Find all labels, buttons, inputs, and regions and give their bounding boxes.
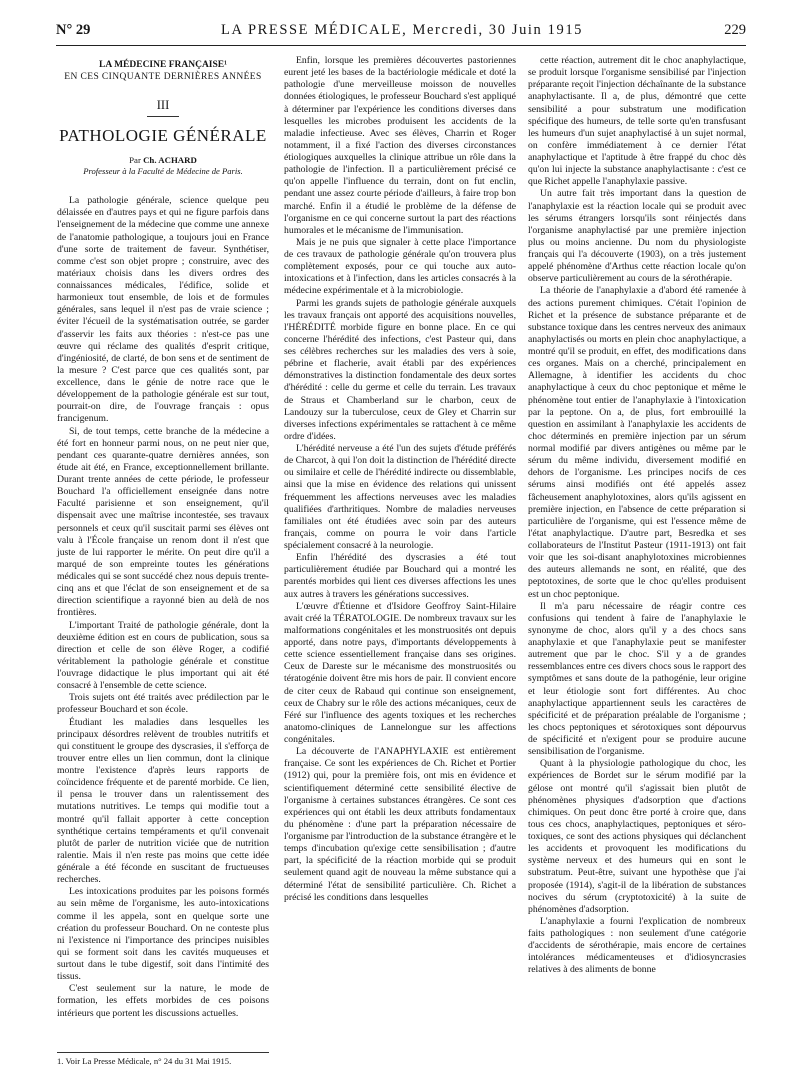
- paragraph: Trois sujets ont été traités avec prédilection par le professeur Bouchard et son école.: [57, 692, 269, 716]
- journal-title: LA PRESSE MÉDICALE, Mercredi, 30 Juin 1915: [221, 22, 584, 38]
- paragraph: La théorie de l'anaphylaxie a d'abord été ramenée à des actions purement chimiques. C'était l'opinion de Richet et la présence de substance préparante et de substance toxique dans les centres nerveux des animaux anaphylactisés ou morts en plein choc anaphylactique, a montré qu'il se produit, en effet, des modifications dans ces organes. Mais on a cherché, principalement en Allemagne, à identifier les accidents du choc anaphylactique à ceux du choc peptonique et même le phénomène tout entier de l'anaphylaxie à l'intoxication par la peptone. On a, de plus, fort embrouillé la question en assimilant à l'anaphylaxie les accidents de choc déterminés en première injection par un sérum normal modifié par divers antigènes ou même par le sérum du même individu, diversement modifié en dehors de l'organisme. Les principes nocifs de ces sérums ainsi modifiés ont été appelés assez fâcheusement anaphylotoxines, alors qu'ils agissent en première injection, en l'absence de cette préparation si particulière de l'organisme, qui est l'essence même de l'état anaphylactique. D'autre part, Besredka et ses collaborateurs de l'Institut Pasteur (1911-1913) ont fait voir que les soi-disant anaphylotoxines microbiennes des auteurs allemands ne sont, en réalité, que des peptotoxines, de sorte que le choc qu'elles produisent est un choc peptonique.: [528, 285, 746, 600]
- column-2: [284, 55, 516, 904]
- paragraph: Parmi les grands sujets de pathologie générale auxquels les travaux français ont apporté des acquisitions nouvelles, l'HÉRÉDITÉ morbide figure en bonne place. En ce qui concerne l'hérédité des infections, c'est Pasteur qui, dans ses célèbres recherches sur les maladies des vers à soie, pébrine et flacherie, avait établi par des expériences démonstratives la distinction fondamentale des deux sortes d'hérédité : celle du germe et celle du terrain. Les travaux de Straus et Chamberland sur le charbon, ceux de Landouzy sur la tuberculose, ceux de Gley et Charrin sur diverses infections expérimentales se rattachent à ce même ordre d'idées.: [284, 297, 516, 442]
- paragraph: L'important Traité de pathologie générale, dont la deuxième édition est en cours de publication, sous sa direction et celle de son élève Roger, a codifié véritablement la pathologie générale et constitue l'ouvrage didactique le plus important qui ait été consacré à l'ensemble de cette science.: [57, 619, 269, 692]
- page-number: 229: [724, 22, 746, 38]
- article-title: PATHOLOGIE GÉNÉRALE: [59, 126, 267, 146]
- paragraph: La pathologie générale, science quelque peu délaissée en d'autres pays et qui ne figure parfois dans l'enseignement de la médecine que comme une annexe de l'anatomie pathologique, a toujours joui en France d'une sorte de traitement de faveur. Synthétiser, comme c'est son objet propre ; construire, avec des matériaux choisis dans les divers ordres des connaissances médicales, l'édifice, solide et harmonieux tout ensemble, de lois et de formules générales, sans lequel il n'est pas de vraie science ; éviter l'écueil de la systématisation outrée, se garder d'asservir les faits aux théories : n'est-ce pas une œuvre qui réclame des qualités d'esprit critique, d'ingéniosité, de clarté, de bon sens et de sentiment de la mesure ? C'est parce que ces qualités sont, par excellence, dans le génie de notre race que le développement de la pathologie générale est sur tout, pourrait-on dire, de l'ouvrage français : opus francigenum.: [57, 195, 269, 425]
- paragraph: L'anaphylaxie a fourni l'explication de nombreux faits pathologiques : non seulement d'une catégorie d'accidents de sérothérapie, mais encore de certaines intolérances médicamenteuses et d'idiosyncrasies relatives à des aliments de bonne: [528, 915, 746, 976]
- paragraph: L'œuvre d'Étienne et d'Isidore Geoffroy Saint-Hilaire avait créé la TÉRATOLOGIE. De nombreux travaux sur les malformations congénitales et les monstruosités ont depuis apporté, dans notre pays, d'importants développements à cette science essentiellement française dans ses origines. Ceux de Dareste sur le mécanisme des monstruosités ou tératogénie doivent être mis hors de pair. Il convient encore de citer ceux de Rabaud qui continue son enseignement, ceux de Chabry sur le rôle des actions mécaniques, ceux de Féré sur l'influence des agents toxiques et les recherches anatomo-cliniques de Lannelongue sur les affections congénitales.: [284, 600, 516, 745]
- paragraph: C'est seulement sur la nature, le mode de formation, les effets morbides de ces poisons intérieurs que portent les discussions actuelles.: [57, 983, 269, 1019]
- paragraph: Étudiant les maladies dans lesquelles les principaux désordres relèvent de troubles nutritifs et qui constituent le groupe des dyscrasies, il s'efforça de trouver entre elles un lien commun, dont la clinique montre l'existence d'après leurs rapports de coïncidence fréquente et de parenté morbide. Ce lien, il pensa le trouver dans un ralentissement des mutations nutritives. Le temps qui modifie tout a montré qu'il fallait apporter à cette conception synthétique certains tempéraments et qu'il convenait plutôt de parler de nutrition viciée que de nutrition ralentie. Mais il n'en reste pas moins que cette idée générale a été féconde en suscitant de fructueuses recherches.: [57, 716, 269, 886]
- author-name: Ch. ACHARD: [143, 155, 197, 166]
- paragraph: Enfin l'hérédité des dyscrasies a été tout particulièrement étudiée par Bouchard qui a montré les parentés morbides qui lient ces diverses affections les unes aux autres à travers les générations successives.: [284, 552, 516, 600]
- paragraph: Les intoxications produites par les poisons formés au sein même de l'organisme, les auto-intoxications comme il les appela, sont en quelque sorte une création du professeur Bouchard. On ne conteste plus ni l'existence ni l'importance des principes nuisibles qui se forment soit dans les cavités muqueuses et surtout dans le tube digestif, soit dans l'intimité des tissus.: [57, 886, 269, 983]
- header-rule: [56, 45, 746, 46]
- column-3: [528, 55, 746, 977]
- column-1: [57, 55, 269, 1020]
- paragraph: Enfin, lorsque les premières découvertes pastoriennes eurent jeté les bases de la bactériologie médicale et doté la pathologie d'une merveilleuse moisson de nouvelles données étiologiques, le professeur Bouchard s'est appliqué à déterminer par l'expérience les conditions diverses dans lesquelles les microbes produisent les accidents de la maladie infectieuse. Avec ses élèves, Charrin et Roger notamment, il a fixé l'action des diverses circonstances étiologiques auxquelles la clinique attribue un rôle dans la pathologie de l'infection. Il a particulièrement précisé ce qu'on appelle l'influence du terrain, dont on fut enclin, pendant une assez courte période d'ailleurs, à faire trop bon marché. Enfin il a étudié le problème de la défense de l'organisme en ce qui concerne surtout la part des réactions humorales et le mécanisme de l'immunisation.: [284, 55, 516, 236]
- paragraph: La découverte de l'ANAPHYLAXIE est entièrement française. Ce sont les expériences de Ch. Richet et Portier (1912) qui, pour la première fois, ont mis en évidence et scientifiquement déterminé cette sensibilité élective de l'organisme à certaines substances étrangères. Ce sont ces expériences qui ont établi les deux attributs fondamentaux du phénomène : d'une part la préparation nécessaire de l'organisme par l'introduction de la substance étrangère et le temps d'incubation qu'exige cette sensibilisation ; d'autre part, la spécificité de la réaction morbide qui se produit seulement quand agit de nouveau la même substance qui a déterminé l'état de sensibilité particulière. Ch. Richet a précisé les conditions dans lesquelles: [284, 746, 516, 903]
- paragraph: Mais je ne puis que signaler à cette place l'importance de ces travaux de pathologie générale qu'on trouvera plus complètement exposés, pour ce qui touche aux auto-intoxications et à l'infection, dans les articles consacrés à la médecine expérimentale et à la microbiologie.: [284, 236, 516, 297]
- paragraph: Quant à la physiologie pathologique du choc, les expériences de Bordet sur le sérum modifié par la gélose ont montré qu'il s'agissait bien plutôt de phénomènes physiques d'adsorption que d'actions chimiques. On peut donc être porté à croire que, dans tous ces chocs, anaphylactiques, peptoniques et séro-toxiques, ce sont des actions physiques qui déclanchent les accidents et provoquent les modifications du système nerveux et des humeurs qui en sont le substratum. Peut-être, suivant une hypothèse que j'ai proposée (1914), s'agit-il de la libération de substances nocives du sérum (cryptotoxicité) à la suite de phénomènes d'adsorption.: [528, 758, 746, 915]
- paragraph: cette réaction, autrement dit le choc anaphylactique, se produit lorsque l'organisme sensibilisé par l'injection préparante reçoit l'injection déchaînante de la substance anaphylactisante. Il a, de plus, démontré que cette sensibilité a pour substratum une modification spécifique des humeurs, de telle sorte qu'en transfusant les humeurs d'un sujet anaphylactisé à un sujet normal, on confère immédiatement à ce dernier l'état anaphylactique et l'aptitude à être frappé du choc dès qu'on lui injecte la substance anaphylactisante : c'est ce que Richet appelle l'anaphylaxie passive.: [528, 55, 746, 188]
- author-affiliation: Professeur à la Faculté de Médecine de Paris.: [83, 166, 243, 177]
- paragraph: Si, de tout temps, cette branche de la médecine a été fort en honneur parmi nous, on ne peut nier que, pendant ces quarante-quatre dernières années, son étude ait été, en France, exceptionnellement brillante. Durant trente années de cette période, le professeur Bouchard l'a officiellement enseignée dans notre Faculté parisienne et son enseignement, qu'il dispensait avec une maîtrise incontestée, ses travaux personnels et ceux qu'il suscitait parmi ses élèves ont valu à l'École française un renom dont il n'est que juste de lui rapporter le mérite. On peut dire qu'il a marqué de son empreinte toutes les générations médicales qui se sont succédé chez nous depuis trente-cinq ans et que l'éclat de son enseignement et de sa direction scientifique a rayonné bien au delà de nos frontières.: [57, 425, 269, 619]
- paragraph: Il m'a paru nécessaire de réagir contre ces confusions qui tendent à faire de l'anaphylaxie le synonyme de choc, alors qu'il y a des chocs sans anaphylaxie et que l'anaphylaxie peut se manifester autrement que par le choc. S'il y a de grandes ressemblances entre ces divers chocs sous le rapport des symptômes et sans doute de la pathogénie, leur origine et leur étiologie sont fort différentes. Au choc anaphylactique appartiennent seuls les caractères de spécificité et de préparation préalable de l'organisme ; les chocs peptoniques et sérotoxiques sont dépourvus de spécificité et n'exigent pour se produire aucune sensibilisation de l'organisme.: [528, 600, 746, 758]
- title-divider: [147, 116, 179, 117]
- footnote: 1. Voir La Presse Médicale, n° 24 du 31 Mai 1915.: [57, 1052, 269, 1066]
- series-subtitle: EN CES CINQUANTE DERNIÈRES ANNÉES: [64, 72, 262, 82]
- series-title: LA MÉDECINE FRANÇAISE¹: [99, 60, 227, 70]
- issue-number: N° 29: [56, 22, 91, 38]
- column-1-text: [57, 195, 269, 1020]
- byline: [57, 155, 269, 166]
- byline-prefix: Par: [129, 155, 141, 166]
- page-header: [56, 22, 746, 44]
- paragraph: Un autre fait très important dans la question de l'anaphylaxie est la réaction locale qui se produit avec les sérums étrangers lorsqu'ils sont réinjectés dans l'organisme anaphylactisé par une première injection plus ou moins ancienne. Du nom du physiologiste français qui l'a découverte (1903), on a très justement appelé phénomène d'Arthus cette réaction locale qu'on observe particulièrement au cours de la sérothérapie.: [528, 188, 746, 285]
- part-number: III: [156, 98, 170, 112]
- paragraph: L'hérédité nerveuse a été l'un des sujets d'étude préférés de Charcot, à qui l'on doit la distinction de l'hérédité directe ou similaire et celle de l'hérédité indirecte ou dissemblable, ainsi que la mise en évidence des relations qui unissent fréquemment les affections nerveuses avec les maladies qualifiées d'arthritiques. Nombre de maladies nerveuses familiales ont été étudiées avec soin par des auteurs français, comme on pourra le voir dans l'article spécialement consacré à la neurologie.: [284, 443, 516, 551]
